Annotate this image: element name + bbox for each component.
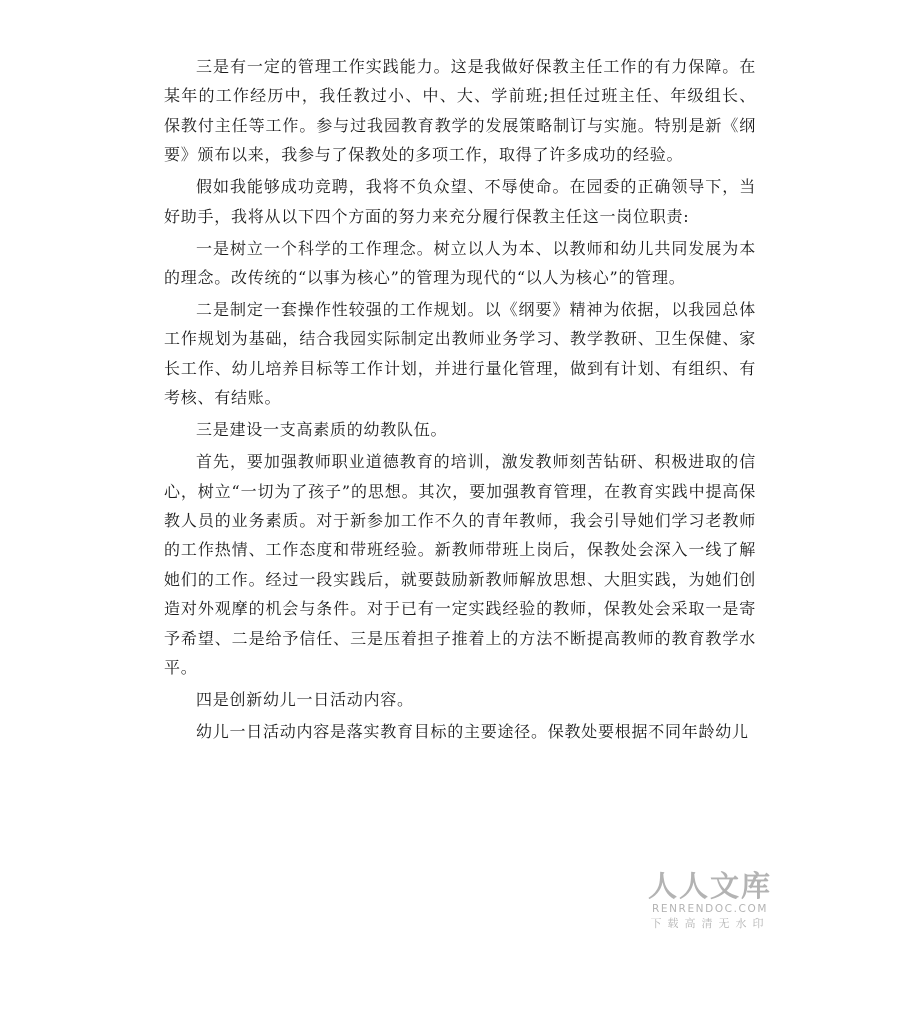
watermark-logo (648, 870, 772, 932)
document-body (164, 52, 756, 749)
watermark-domain: RENRENDOC.COM (651, 903, 769, 915)
paragraph: 二是制定一套操作性较强的工作规划。以《纲要》精神为依据，以我园总体工作规划为基础，结合我园实际制定出教师业务学习、教学教研、卫生保健、家长工作、幼儿培养目标等工作计划，并进行量化管理，做到有计划、有组织、有考核、有结账。 (164, 300, 756, 408)
paragraph: 一是树立一个科学的工作理念。树立以人为本、以教师和幼儿共同发展为本的理念。改传统的“以事为核心”的管理为现代的“以人为核心”的管理。 (164, 238, 756, 288)
paragraph: 三是建设一支高素质的幼教队伍。 (196, 420, 448, 440)
paragraph: 四是创新幼儿一日活动内容。 (196, 690, 414, 710)
paragraph: 三是有一定的管理工作实践能力。这是我做好保教主任工作的有力保障。在某年的工作经历中，我任教过小、中、大、学前班;担任过班主任、年级组长、保教付主任等工作。参与过我园教育教学的发展策略制订与实施。特别是新《纲要》颁布以来，我参与了保教处的多项工作，取得了许多成功的经验。 (164, 57, 756, 165)
watermark-slogan: 下载高清无水印 (650, 917, 770, 930)
paragraph: 假如我能够成功竞聘，我将不负众望、不辱使命。在园委的正确领导下，当好助手，我将从以下四个方面的努力来充分履行保教主任这一岗位职责: (164, 177, 756, 226)
paragraph: 幼儿一日活动内容是落实教育目标的主要途径。保教处要根据不同年龄幼儿 (196, 722, 749, 742)
paragraph: 首先，要加强教师职业道德教育的培训，激发教师刻苦钻研、积极进取的信心，树立“一切为了孩子”的思想。其次，要加强教育管理，在教育实践中提高保教人员的业务素质。对于新参加工作不久的青年教师，我会引导她们学习老教师的工作热情、工作态度和带班经验。新教师带班上岗后，保教处会深入一线了解她们的工作。经过一段实践后，就要鼓励新教师解放思想、大胆实践，为她们创造对外观摩的机会与条件。对于已有一定实践经验的教师，保教处会采取一是寄予希望、二是给予信任、三是压着担子推着上的方法不断提高教师的教育教学水平。 (164, 452, 756, 678)
watermark-title: 人人文库 (648, 869, 773, 903)
